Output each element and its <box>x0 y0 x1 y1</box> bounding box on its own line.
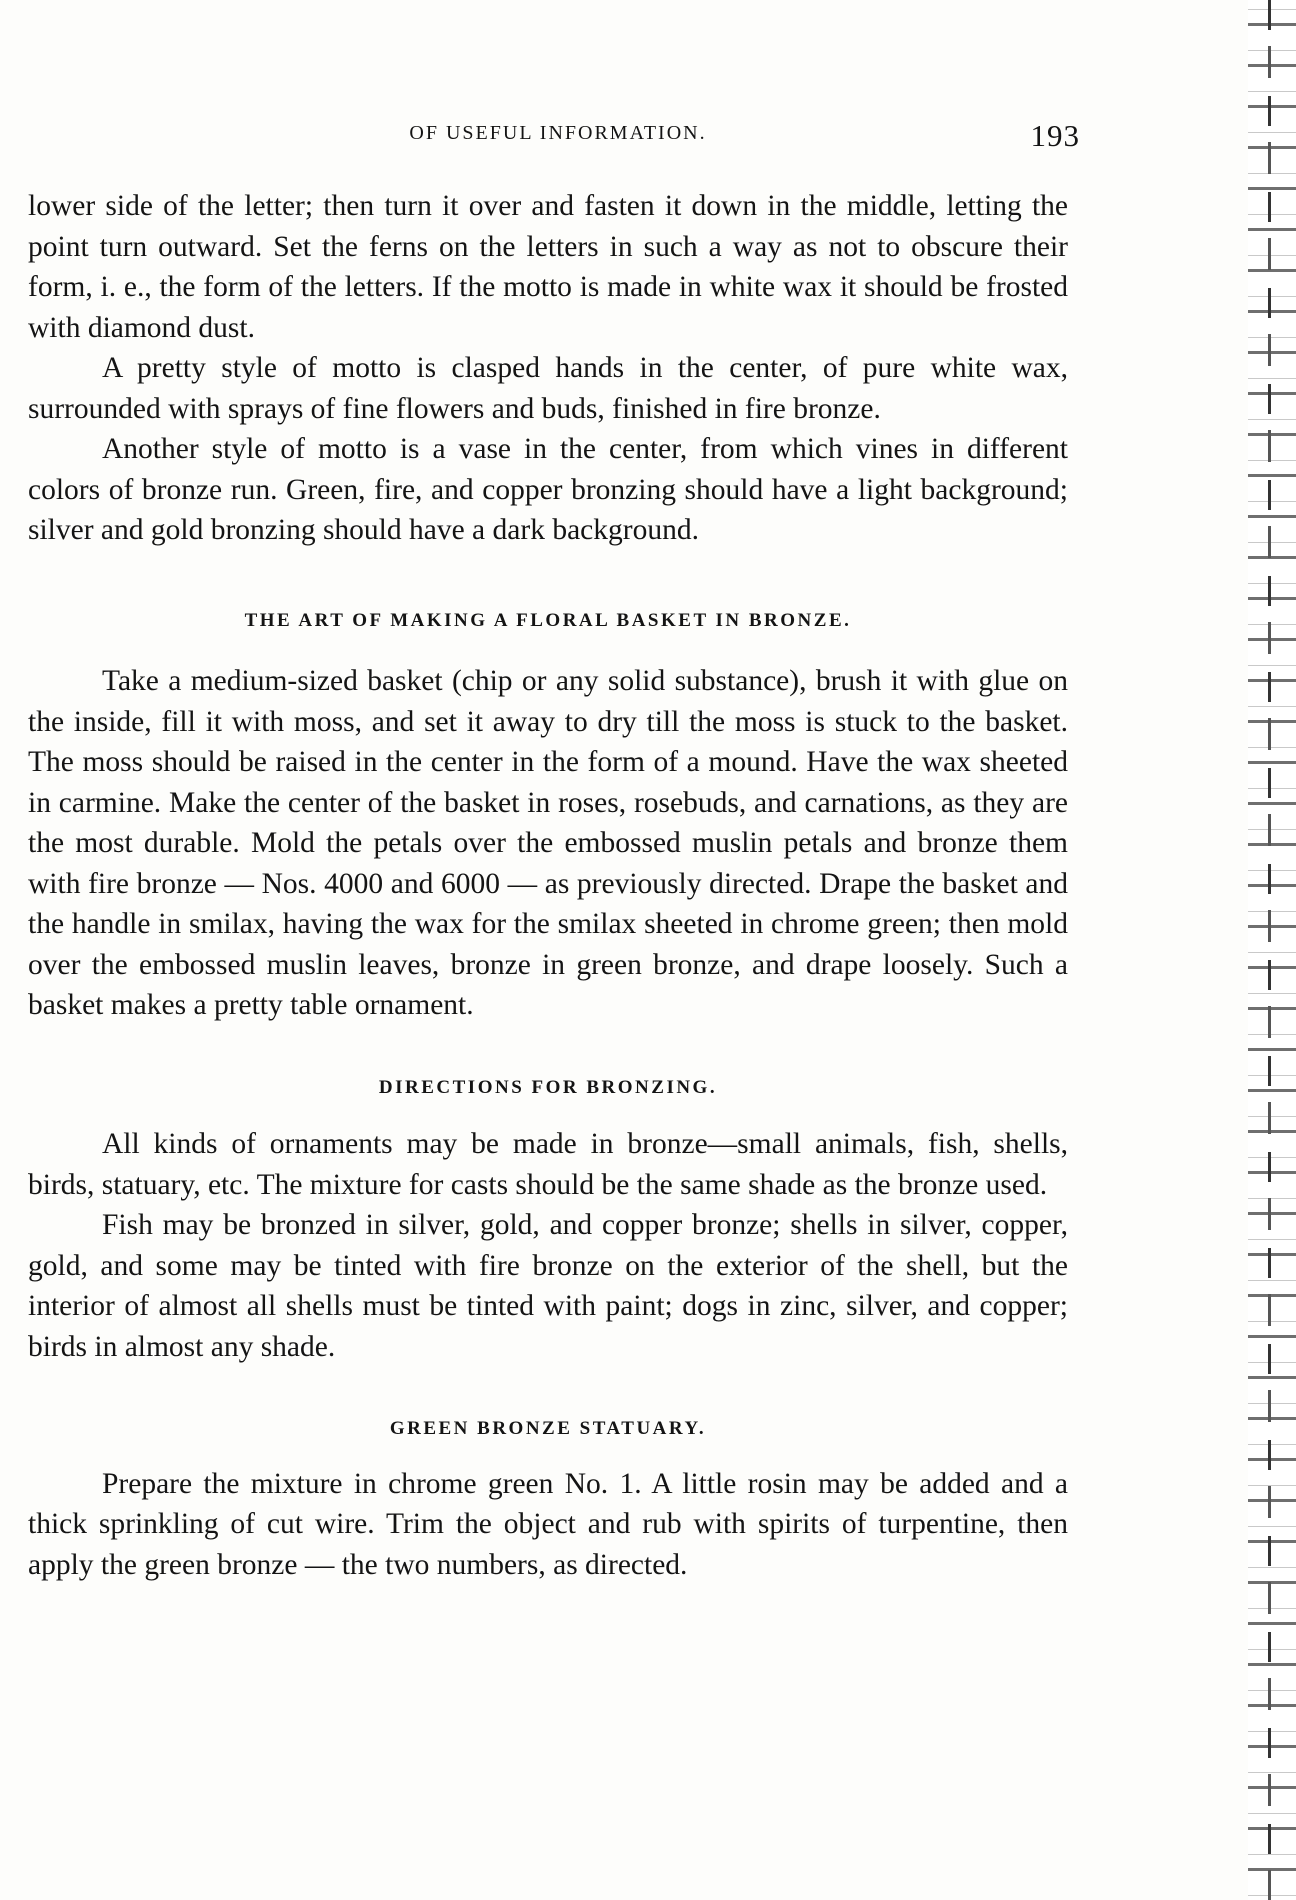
paragraph-bronze-fish-shells: Fish may be bronzed in silver, gold, and copper bronze; shells in silver, copper, gold, and some may be tinted with fire bronze on the exterior of the shell, but the interior of almost all shells must be tinted with paint; dogs in zinc, silver, and copper; birds in almost any shade. <box>28 1209 1068 1363</box>
section-heading-floral-basket: THE ART OF MAKING A FLORAL BASKET IN BRONZE. <box>244 609 852 631</box>
running-head <box>28 118 1088 158</box>
paragraph-continued: lower side of the letter; then turn it over and fasten it down in the middle, letting the point turn outward. Set the ferns on the letters in such a way as not to obscure their form, i. e., the form of the letters. If the motto is made in white wax it should be frosted with diamond dust. <box>28 190 1068 344</box>
scanned-binding-line <box>1268 0 1271 1900</box>
paragraph-green-bronze-statuary: Prepare the mixture in chrome green No. 1. A little rosin may be added and a thick sprinkling of cut wire. Trim the object and rub with spirits of turpentine, then apply the green bronze — the two numbers, as directed. <box>28 1467 1068 1581</box>
scanned-page-edge <box>1248 0 1296 1900</box>
paragraph-clasped-hands-motto: A pretty style of motto is clasped hands in the center, of pure white wax, surrounded with sprays of fine flowers and buds, finished in fire bronze. <box>28 352 1068 425</box>
paragraph-bronze-ornaments: All kinds of ornaments may be made in bronze—small animals, fish, shells, birds, statuary, etc. The mixture for casts should be the same shade as the bronze used. <box>28 1128 1068 1201</box>
section-heading-directions-for-bronzing: DIRECTIONS FOR BRONZING. <box>378 1076 718 1098</box>
paragraph-floral-basket: Take a medium-sized basket (chip or any solid substance), brush it with glue on the inside, fill it with moss, and set it away to dry till the moss is stuck to the basket. The moss should be raised in the center in the form of a mound. Have the wax sheeted in carmine. Make the center of the basket in roses, rosebuds, and carnations, as they are the most durable. Mold the petals over the embossed muslin petals and bronze them with fire bronze — Nos. 4000 and 6000 — as previously directed. Drape the basket and the handle in smilax, having the wax for the smilax sheeted in chrome green; then mold over the embossed muslin leaves, bronze in green bronze, and drape loosely. Such a basket makes a pretty table ornament. <box>28 665 1068 1021</box>
page-number: 193 <box>1030 118 1080 153</box>
running-title: OF USEFUL INFORMATION. <box>409 122 707 144</box>
paragraph-vase-motto: Another style of motto is a vase in the center, from which vines in different colors of bronze run. Green, fire, and copper bronzing should have a light background; silver and gold bronzing should have a dark background. <box>28 433 1068 546</box>
body-text <box>28 186 1068 1585</box>
section-heading-green-bronze-statuary: GREEN BRONZE STATUARY. <box>389 1418 707 1439</box>
